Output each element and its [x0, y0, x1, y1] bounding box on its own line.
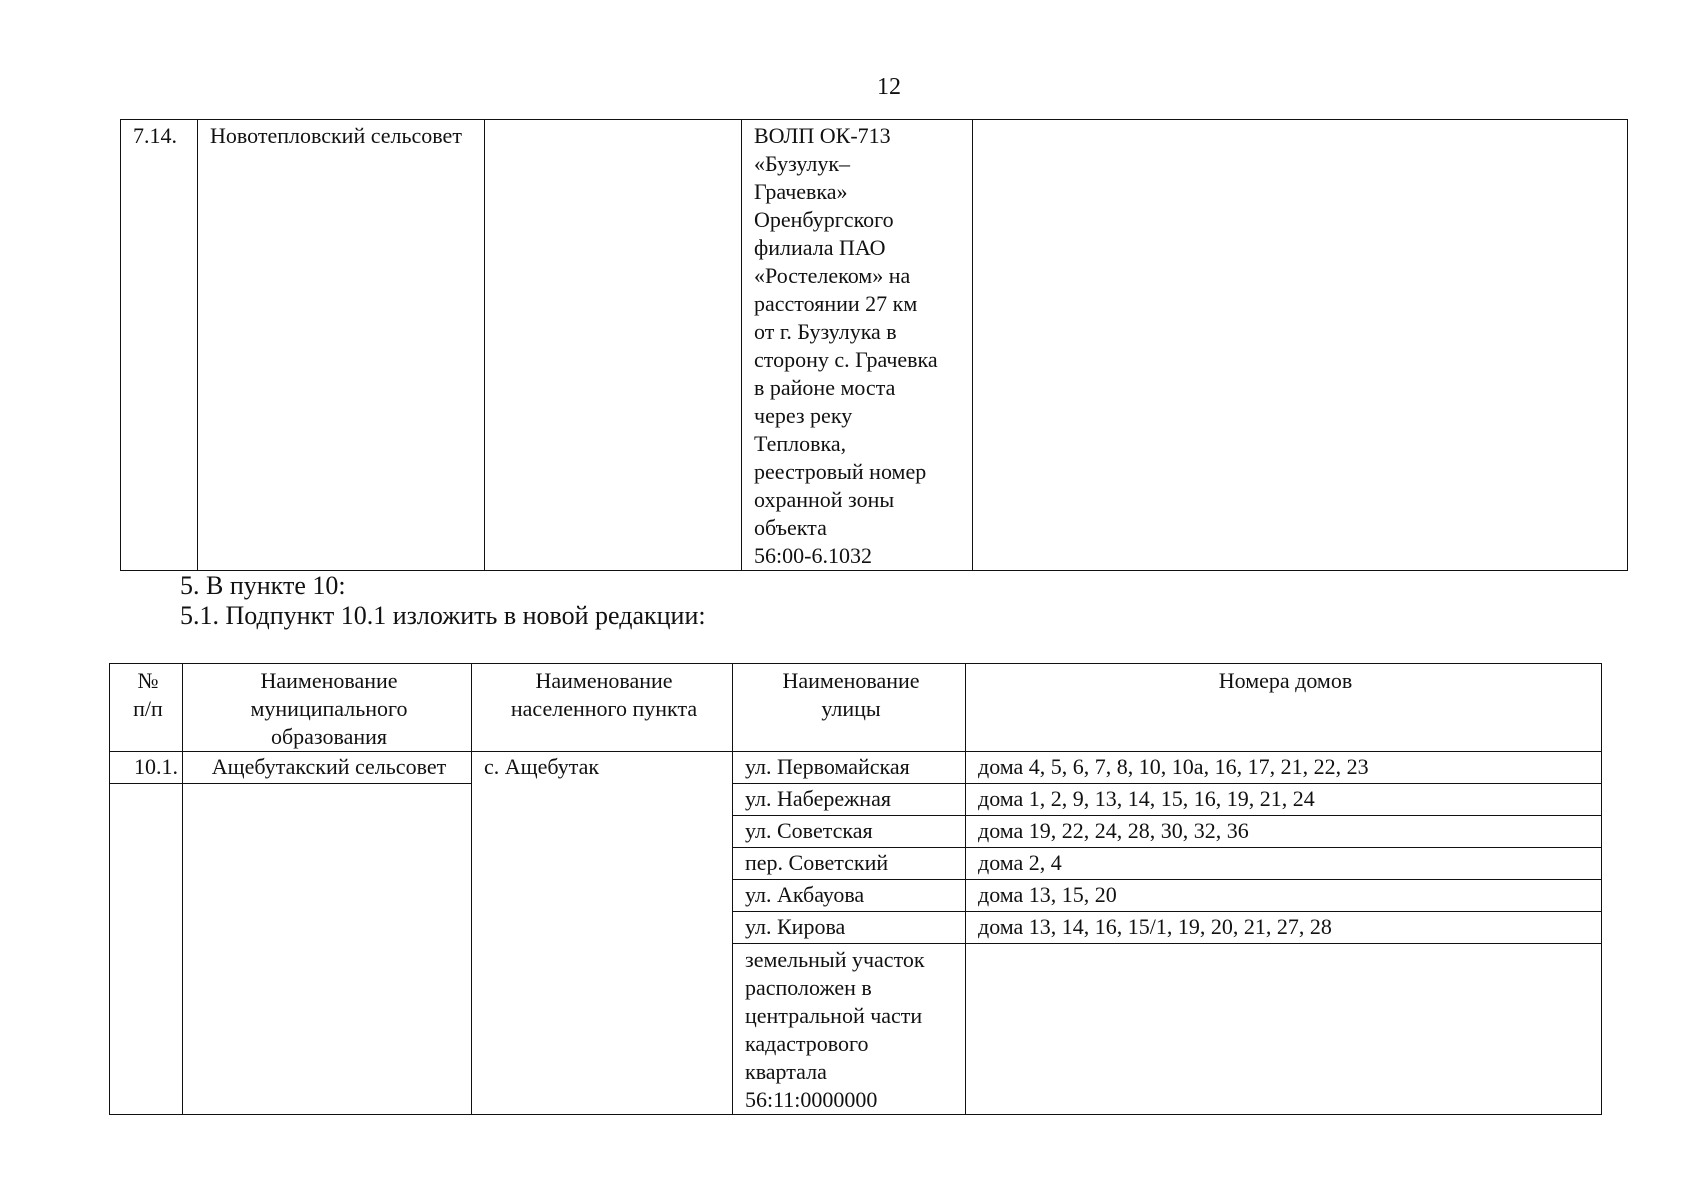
houses-cell: дома 1, 2, 9, 13, 14, 15, 16, 19, 21, 24 — [966, 784, 1602, 816]
street-cell: ул. Акбауова — [733, 880, 966, 912]
address-table — [109, 663, 1602, 1115]
street-cell: пер. Советский — [733, 848, 966, 880]
object-line: Оренбургского — [754, 207, 894, 232]
land-plot-line: квартала — [745, 1059, 827, 1084]
header-number-line: п/п — [133, 696, 163, 721]
object-line: через реку — [754, 403, 853, 428]
municipality-continued — [183, 784, 472, 1115]
row-index: 10.1. — [110, 752, 183, 784]
paragraph-point-5: 5. В пункте 10: — [180, 571, 346, 600]
header-line: улицы — [821, 696, 881, 721]
header-line: населенного пункта — [510, 696, 698, 721]
land-plot-line: земельный участок — [745, 947, 925, 972]
settlement-cell: с. Ащебутак — [472, 752, 733, 1115]
header-street — [733, 664, 966, 752]
row-index-continued — [110, 784, 183, 1115]
header-settlement — [472, 664, 733, 752]
land-plot-line: расположен в — [745, 975, 872, 1000]
land-plot-cell — [733, 944, 966, 1115]
header-line: Наименование — [260, 668, 398, 693]
table-row — [110, 752, 1602, 784]
object-line: от г. Бузулука в — [754, 319, 897, 344]
houses-cell: дома 19, 22, 24, 28, 30, 32, 36 — [966, 816, 1602, 848]
paragraph-point-5-1: 5.1. Подпункт 10.1 изложить в новой редакции: — [180, 601, 706, 630]
header-line: муниципального — [250, 696, 408, 721]
houses-cell: дома 2, 4 — [966, 848, 1602, 880]
table-row — [110, 784, 1602, 816]
land-plot-line: 56:11:0000000 — [745, 1087, 878, 1112]
object-line: «Ростелеком» на — [754, 263, 911, 288]
header-number — [110, 664, 183, 752]
street-cell: ул. Первомайская — [733, 752, 966, 784]
header-row — [110, 664, 1602, 752]
object-line: филиала ПАО — [754, 235, 886, 260]
municipality-cell: Новотепловский сельсовет — [198, 120, 485, 571]
houses-cell — [966, 944, 1602, 1115]
extra-cell — [973, 120, 1628, 571]
page-number: 12 — [877, 74, 901, 100]
object-line: в районе моста — [754, 375, 896, 400]
houses-cell: дома 13, 15, 20 — [966, 880, 1602, 912]
object-line: «Бузулук– — [754, 151, 851, 176]
header-number-line: № — [137, 668, 159, 693]
street-cell: ул. Кирова — [733, 912, 966, 944]
object-line: охранной зоны — [754, 487, 895, 512]
object-line: реестровый номер — [754, 459, 927, 484]
land-plot-line: кадастрового — [745, 1031, 869, 1056]
object-description-cell — [742, 120, 973, 571]
header-municipality — [183, 664, 472, 752]
table-row — [121, 120, 1628, 571]
header-line: Наименование — [535, 668, 673, 693]
header-houses: Номера домов — [966, 664, 1602, 752]
settlement-cell — [485, 120, 742, 571]
houses-cell: дома 13, 14, 16, 15/1, 19, 20, 21, 27, 28 — [966, 912, 1602, 944]
land-plot-line: центральной части — [745, 1003, 923, 1028]
row-index: 7.14. — [121, 120, 198, 571]
object-line: сторону с. Грачевка — [754, 347, 938, 372]
object-line: Грачевка» — [754, 179, 848, 204]
object-line: объекта — [754, 515, 827, 540]
object-line: ВОЛП ОК-713 — [754, 123, 891, 148]
header-line: Наименование — [782, 668, 920, 693]
street-cell: ул. Советская — [733, 816, 966, 848]
object-line: 56:00-6.1032 — [754, 543, 872, 568]
object-line: Тепловка, — [754, 431, 847, 456]
object-line: расстоянии 27 км — [754, 291, 918, 316]
street-cell: ул. Набережная — [733, 784, 966, 816]
municipality-cell: Ащебутакский сельсовет — [183, 752, 472, 784]
houses-cell: дома 4, 5, 6, 7, 8, 10, 10а, 16, 17, 21, 22, 23 — [966, 752, 1602, 784]
header-line: образования — [270, 724, 388, 749]
zone-table — [120, 119, 1628, 571]
